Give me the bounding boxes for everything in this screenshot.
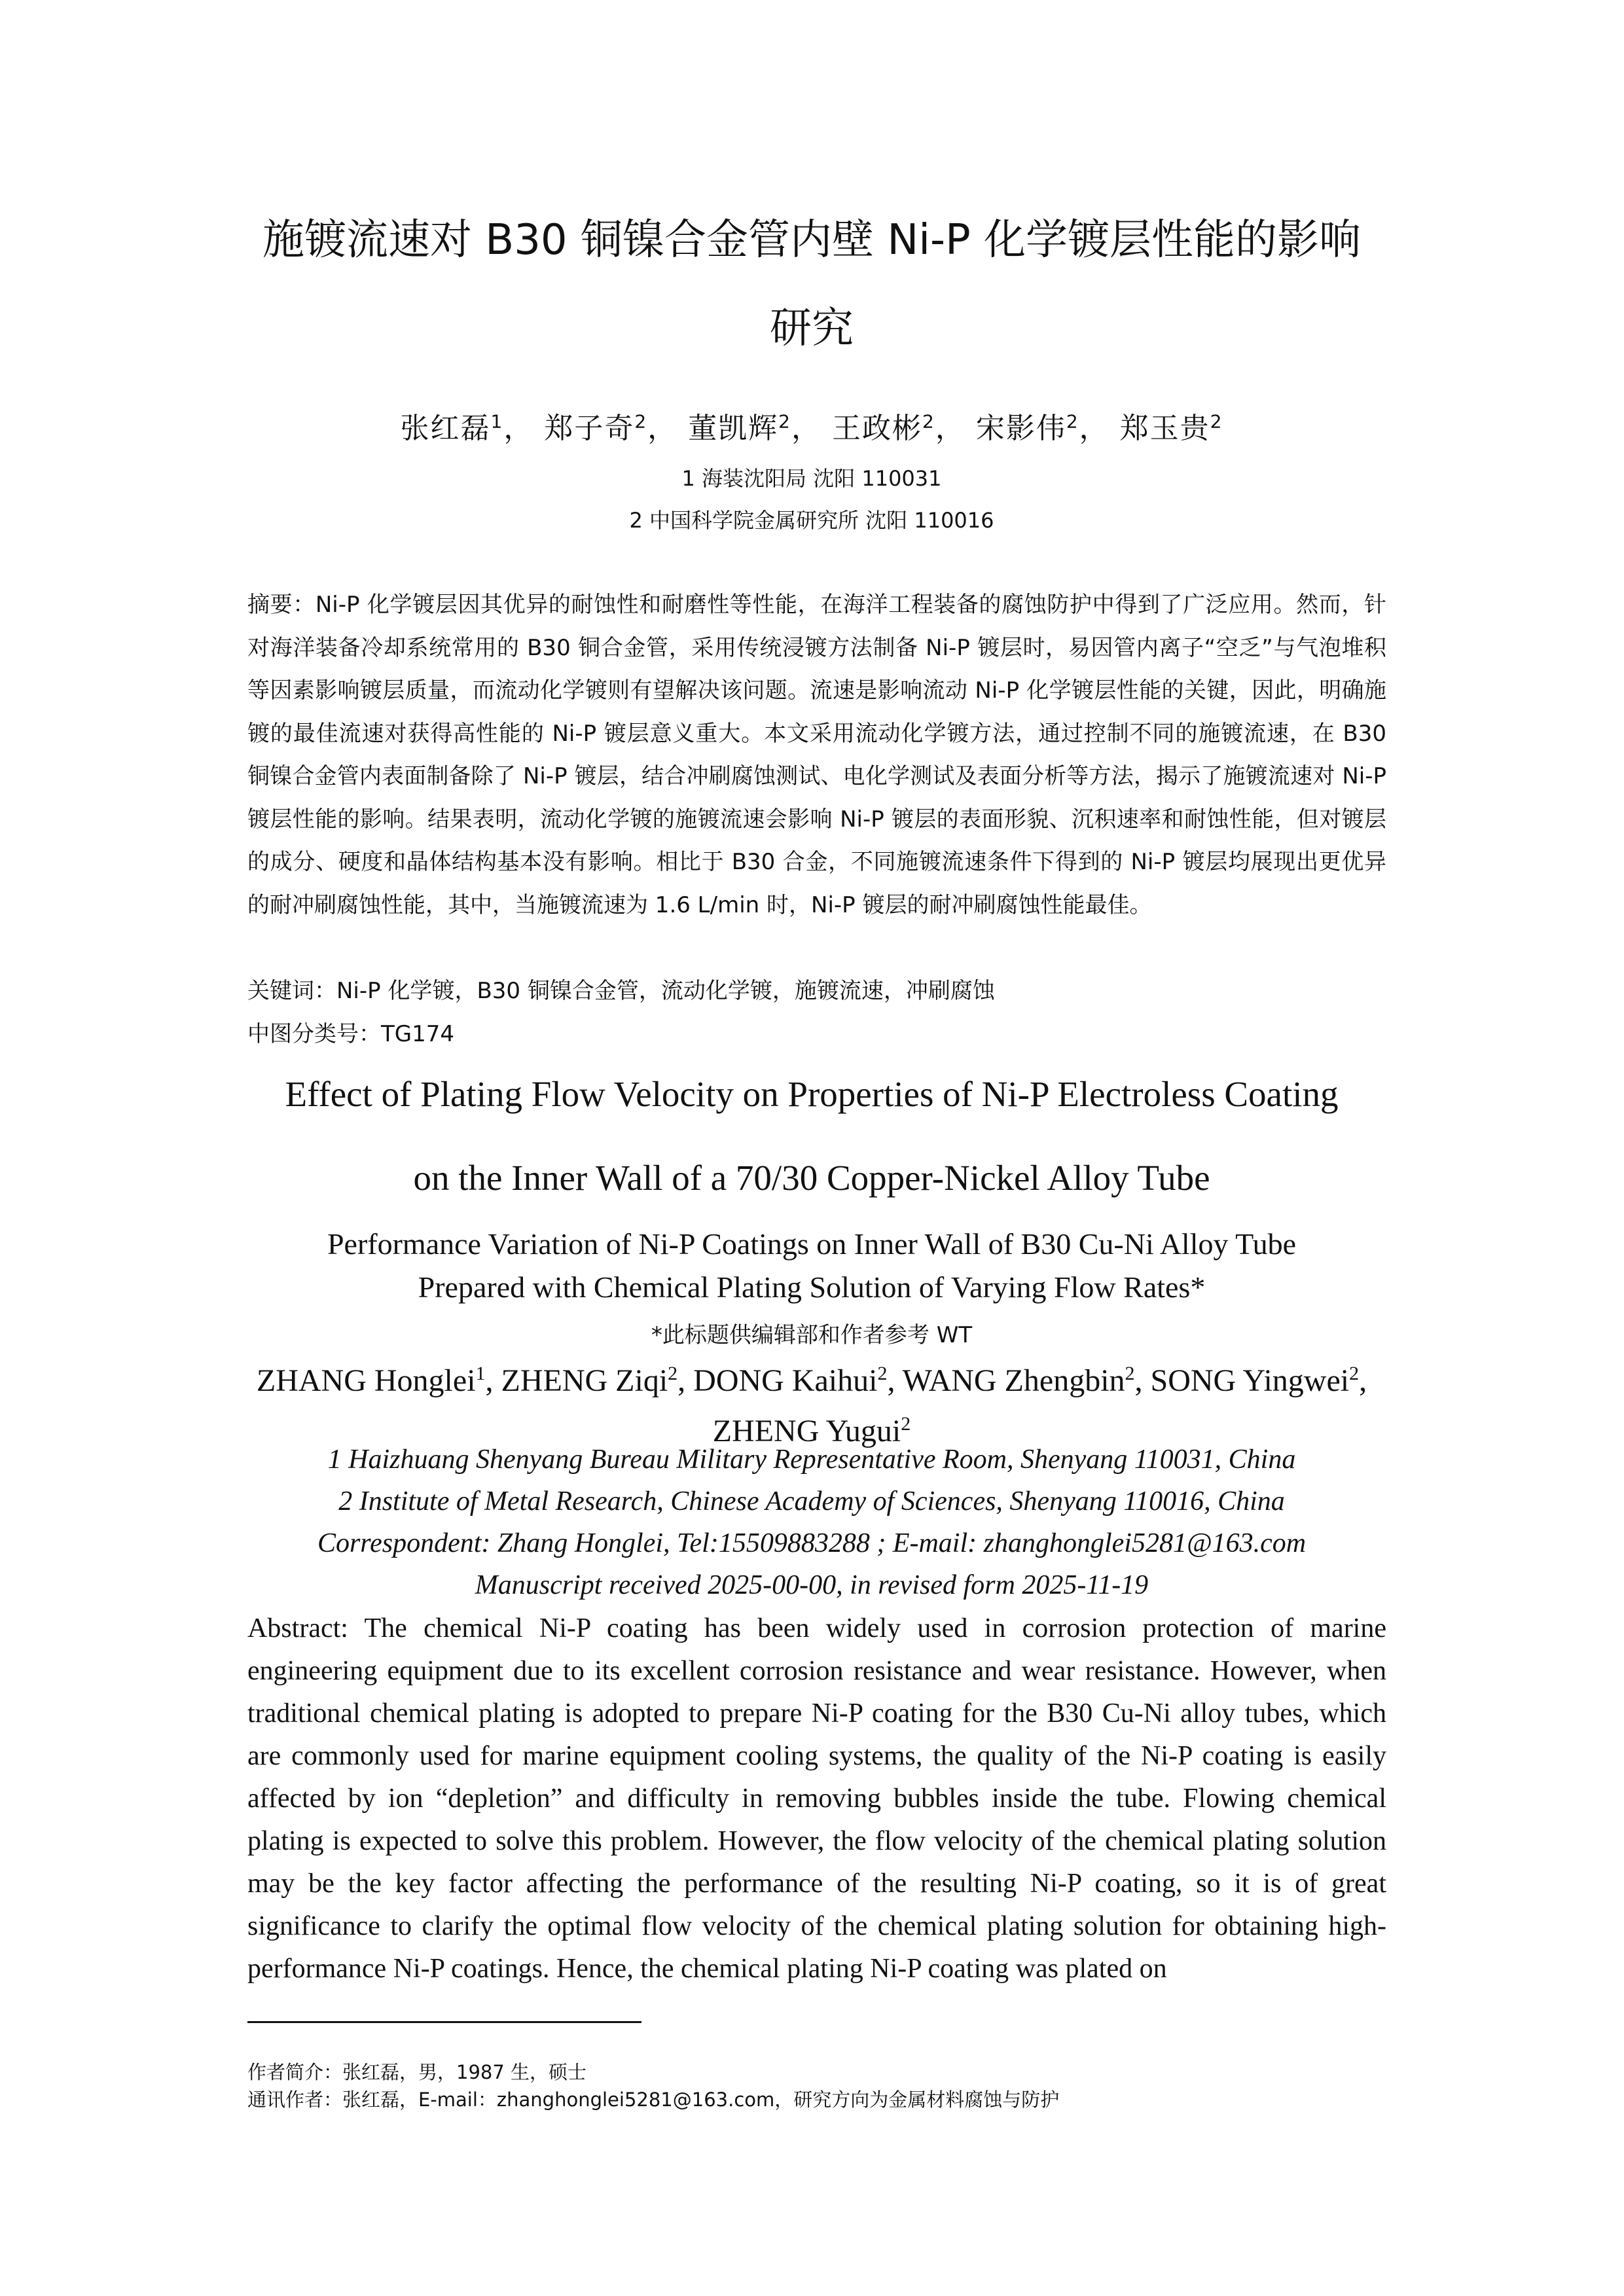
chinese-abstract: 摘要：Ni-P 化学镀层因其优异的耐蚀性和耐磨性等性能，在海洋工程装备的腐蚀防护中得到了广泛应用。然而，针对海洋装备冷却系统常用的 B30 铜合金管，采用传统浸镀方法制备 Ni-P 镀层时，易因管内离子“空乏”与气泡堆积等因素影响镀层质量，而流动化学镀则有望解决该问题。流速是影响流动 Ni-P 化学镀层性能的关键，因此，明确施镀的最佳流速对获得高性能的 Ni-P 镀层意义重大。本文采用流动化学镀方法，通过控制不同的施镀流速，在 B30 铜镍合金管内表面制备除了 Ni-P 镀层，结合冲刷腐蚀测试、电化学测试及表面分析等方法，揭示了施镀流速对 Ni-P 镀层性能的影响。结果表明，流动化学镀的施镀流速会影响 Ni-P 镀层的表面形貌、沉积速率和耐蚀性能，但对镀层的成分、硬度和晶体结构基本没有影响。相比于 B30 合金，不同施镀流速条件下得到的 Ni-P 镀层均展现出更优异的耐冲刷腐蚀性能，其中，当施镀流速为 1.6 L/min 时，Ni-P 镀层的耐冲刷腐蚀性能最佳。 (247, 592, 1386, 918)
author-name: ZHANG Honglei (256, 1363, 476, 1398)
author-name: WANG Zhengbin (902, 1363, 1125, 1398)
english-abstract: Abstract: The chemical Ni-P coating has been widely used in corrosion protection of marine engineering equipment due to its excellent corrosion resistance and wear resistance. However, when traditional chemical plating is adopted to prepare Ni-P coating for the B30 Cu-Ni alloy tubes, which are commonly used for marine equipment cooling systems, the quality of the Ni-P coating is easily affected by ion “depletion” and difficulty in removing bubbles inside the tube. Flowing chemical plating is expected to solve this problem. However, the flow velocity of the chemical plating solution may be the key factor affecting the performance of the resulting Ni-P coating, so it is of great significance to clarify the optimal flow velocity of the chemical plating solution for obtaining high-performance Ni-P coatings. Hence, the chemical plating Ni-P coating was plated on (247, 1613, 1386, 1984)
footnote-correspondence: 通讯作者：张红磊，E-mail：zhanghonglei5281@163.com，研究方向为金属材料腐蚀与防护 (247, 2089, 1060, 2111)
author-affiliation-mark: 2 (668, 1363, 678, 1384)
author-name: 郑子奇 (544, 412, 635, 445)
author-name: 董凯辉 (688, 412, 779, 445)
english-affiliation-1: 1 Haizhuang Shenyang Bureau Military Representative Room, Shenyang 110031, China (327, 1444, 1296, 1475)
author-affiliation-mark: 2 (922, 410, 935, 433)
chinese-title (216, 196, 1407, 373)
author-affiliation-mark: 2 (1125, 1363, 1135, 1384)
author-affiliation-mark: 2 (634, 410, 648, 433)
author-affiliation-mark: 2 (1066, 410, 1079, 433)
author-name: 张红磊 (400, 412, 491, 445)
chinese-title-line-1: 施镀流速对 B30 铜镍合金管内壁 Ni-P 化学镀层性能的影响 (262, 216, 1362, 264)
author-affiliation-mark: 1 (475, 1363, 486, 1384)
author-affiliation-mark: 2 (877, 1363, 888, 1384)
chinese-classification-number: 中图分类号：TG174 (247, 1021, 455, 1047)
author-affiliation-mark: 2 (1349, 1363, 1360, 1384)
english-subtitle-line-2: Prepared with Chemical Plating Solution of Varying Flow Rates* (418, 1270, 1206, 1304)
author-name: ZHENG Yugui (712, 1414, 901, 1448)
author-affiliation-mark: 2 (1210, 410, 1223, 433)
manuscript-received-line: Manuscript received 2025-00-00, in revised form 2025-11-19 (475, 1570, 1149, 1600)
chinese-title-line-2: 研究 (770, 304, 854, 353)
chinese-affiliation-1: 1 海装沈阳局 沈阳 110031 (681, 466, 942, 491)
author-name: 王政彬 (832, 412, 922, 445)
english-subtitle-line-1: Performance Variation of Ni-P Coatings on Inner Wall of B30 Cu-Ni Alloy Tube (327, 1227, 1297, 1261)
english-title-line-1: Effect of Plating Flow Velocity on Properties of Ni-P Electroless Coating (285, 1074, 1339, 1114)
author-affiliation-mark: 2 (778, 410, 791, 433)
chinese-keywords: 关键词：Ni-P 化学镀，B30 铜镍合金管，流动化学镀，施镀流速，冲刷腐蚀 (247, 978, 995, 1004)
footnote-author-bio: 作者简介：张红磊，男，1987 生，硕士 (247, 2061, 587, 2083)
english-authors: ZHANG Honglei$^1$, ZHENG Ziqi$^2$, DONG Kaihui$^2$, WANG Zhengbin$^2$, SONG Yingwei$^2$, ZHENG Yugui$^2$ (256, 1363, 1367, 1448)
author-name: 宋影伟 (975, 412, 1066, 445)
author-affiliation-mark: 2 (901, 1413, 911, 1435)
english-affiliation-2: 2 Institute of Metal Research, Chinese Academy of Sciences, Shenyang 110016, China (338, 1486, 1285, 1516)
author-affiliation-mark: 1 (490, 410, 504, 433)
chinese-authors: 张红磊$^1$， 郑子奇$^2$， 董凯辉$^2$， 王政彬$^2$， 宋影伟$^2$， 郑玉贵$^2$ (400, 410, 1223, 445)
footnote-divider (247, 2021, 641, 2023)
author-name: DONG Kaihui (693, 1363, 878, 1398)
author-name: ZHENG Ziqi (501, 1363, 668, 1398)
editor-note: *此标题供编辑部和作者参考 WT (651, 1322, 973, 1348)
chinese-affiliation-2: 2 中国科学院金属研究所 沈阳 110016 (629, 508, 994, 533)
english-subtitle (216, 1223, 1407, 1309)
author-name: 郑玉贵 (1119, 412, 1210, 445)
english-title-line-2: on the Inner Wall of a 70/30 Copper-Nickel Alloy Tube (413, 1158, 1210, 1198)
author-name: SONG Yingwei (1150, 1363, 1350, 1398)
correspondent-line: Correspondent: Zhang Honglei, Tel:15509883288 ; E-mail: zhanghonglei5281@163.com (317, 1528, 1307, 1558)
